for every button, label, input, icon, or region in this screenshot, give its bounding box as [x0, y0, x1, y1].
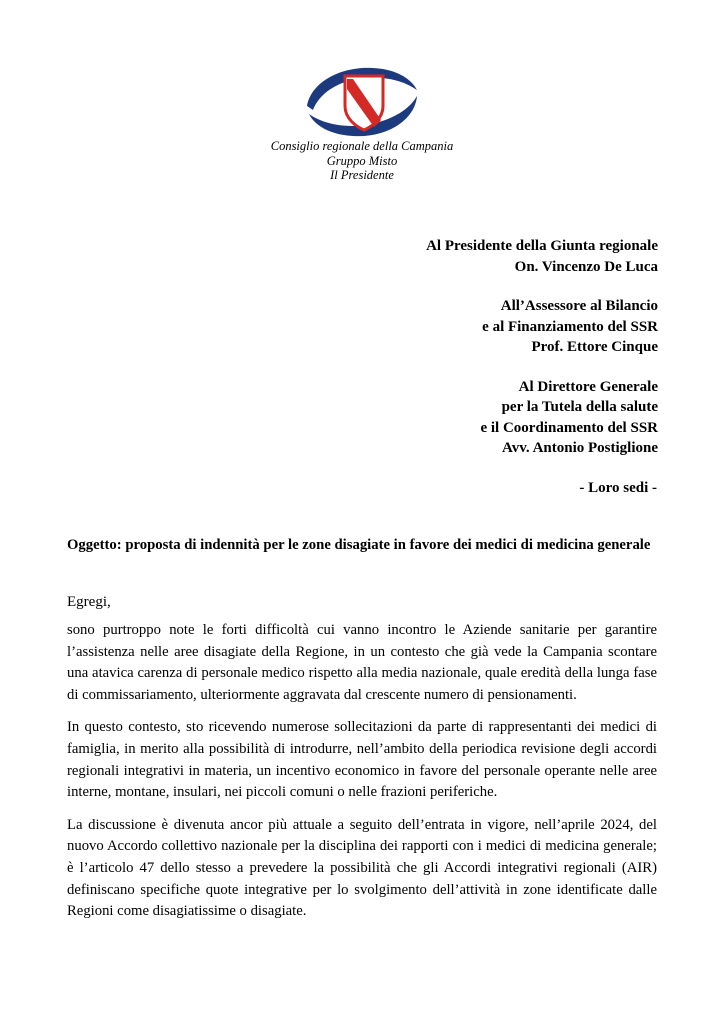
recipient-president	[426, 236, 658, 277]
organization-header	[212, 139, 512, 183]
org-role: Il Presidente	[330, 168, 394, 183]
loro-sedi: - Loro sedi -	[579, 480, 657, 496]
recipient-line: All’Assessore al Bilancio	[500, 298, 658, 314]
recipient-line: Avv. Antonio Postiglione	[502, 440, 658, 456]
letter-body	[67, 620, 657, 934]
letter-subject: Oggetto: proposta di indennità per le zone disagiate in favore dei medici di medicina generale	[67, 537, 651, 553]
body-paragraph: sono purtroppo note le forti difficoltà cui vanno incontro le Aziende sanitarie per garantire l’assistenza nelle aree disagiate della Regione, in un contesto che già vede la Campania scontare una atavica carenza di personale medico rispetto alla media nazionale, quale eredità della lunga fase di commissariamento, ulteriormente aggravata dal crescente numero di pensionamenti.	[67, 622, 657, 703]
salutation: Egregi,	[67, 594, 111, 610]
body-paragraph: La discussione è divenuta ancor più attuale a seguito dell’entrata in vigore, nell’aprile 2024, del nuovo Accordo collettivo nazionale per la disciplina dei rapporti con i medici di medicina generale; è l’articolo 47 dello stesso a prevedere la possibilità che gli Accordi integrativi regionali (AIR) definiscano specifiche quote integrative per lo svolgimento dell’attività in zone identificate dalle Regioni come disagiatissime o disagiate.	[67, 816, 657, 920]
org-name: Consiglio regionale della Campania	[270, 139, 454, 153]
org-group: Gruppo Misto	[326, 153, 398, 168]
recipients-block	[426, 236, 658, 478]
recipient-assessore	[426, 296, 658, 358]
recipient-line: per la Tutela della salute	[501, 399, 658, 415]
recipient-line: Al Presidente della Giunta regionale	[426, 238, 658, 254]
recipient-line: e al Finanziamento del SSR	[482, 318, 658, 335]
body-paragraph: In questo contesto, sto ricevendo numerose sollecitazioni da parte di rappresentanti dei medici di famiglia, in merito alla possibilità di introdurre, nell’ambito della periodica revisione degli accordi regionali integrativi in materia, un incentivo economico in favore del personale operante nelle aree interne, montane, insulari, nei piccoli comuni o nelle frazioni periferiche.	[67, 719, 657, 801]
recipient-line: Al Direttore Generale	[518, 378, 658, 395]
campania-logo-icon	[303, 62, 421, 140]
recipient-line: On. Vincenzo De Luca	[514, 258, 658, 275]
recipient-line: Prof. Ettore Cinque	[531, 339, 658, 355]
recipient-line: e il Coordinamento del SSR	[480, 419, 658, 436]
recipient-direttore	[426, 377, 658, 459]
